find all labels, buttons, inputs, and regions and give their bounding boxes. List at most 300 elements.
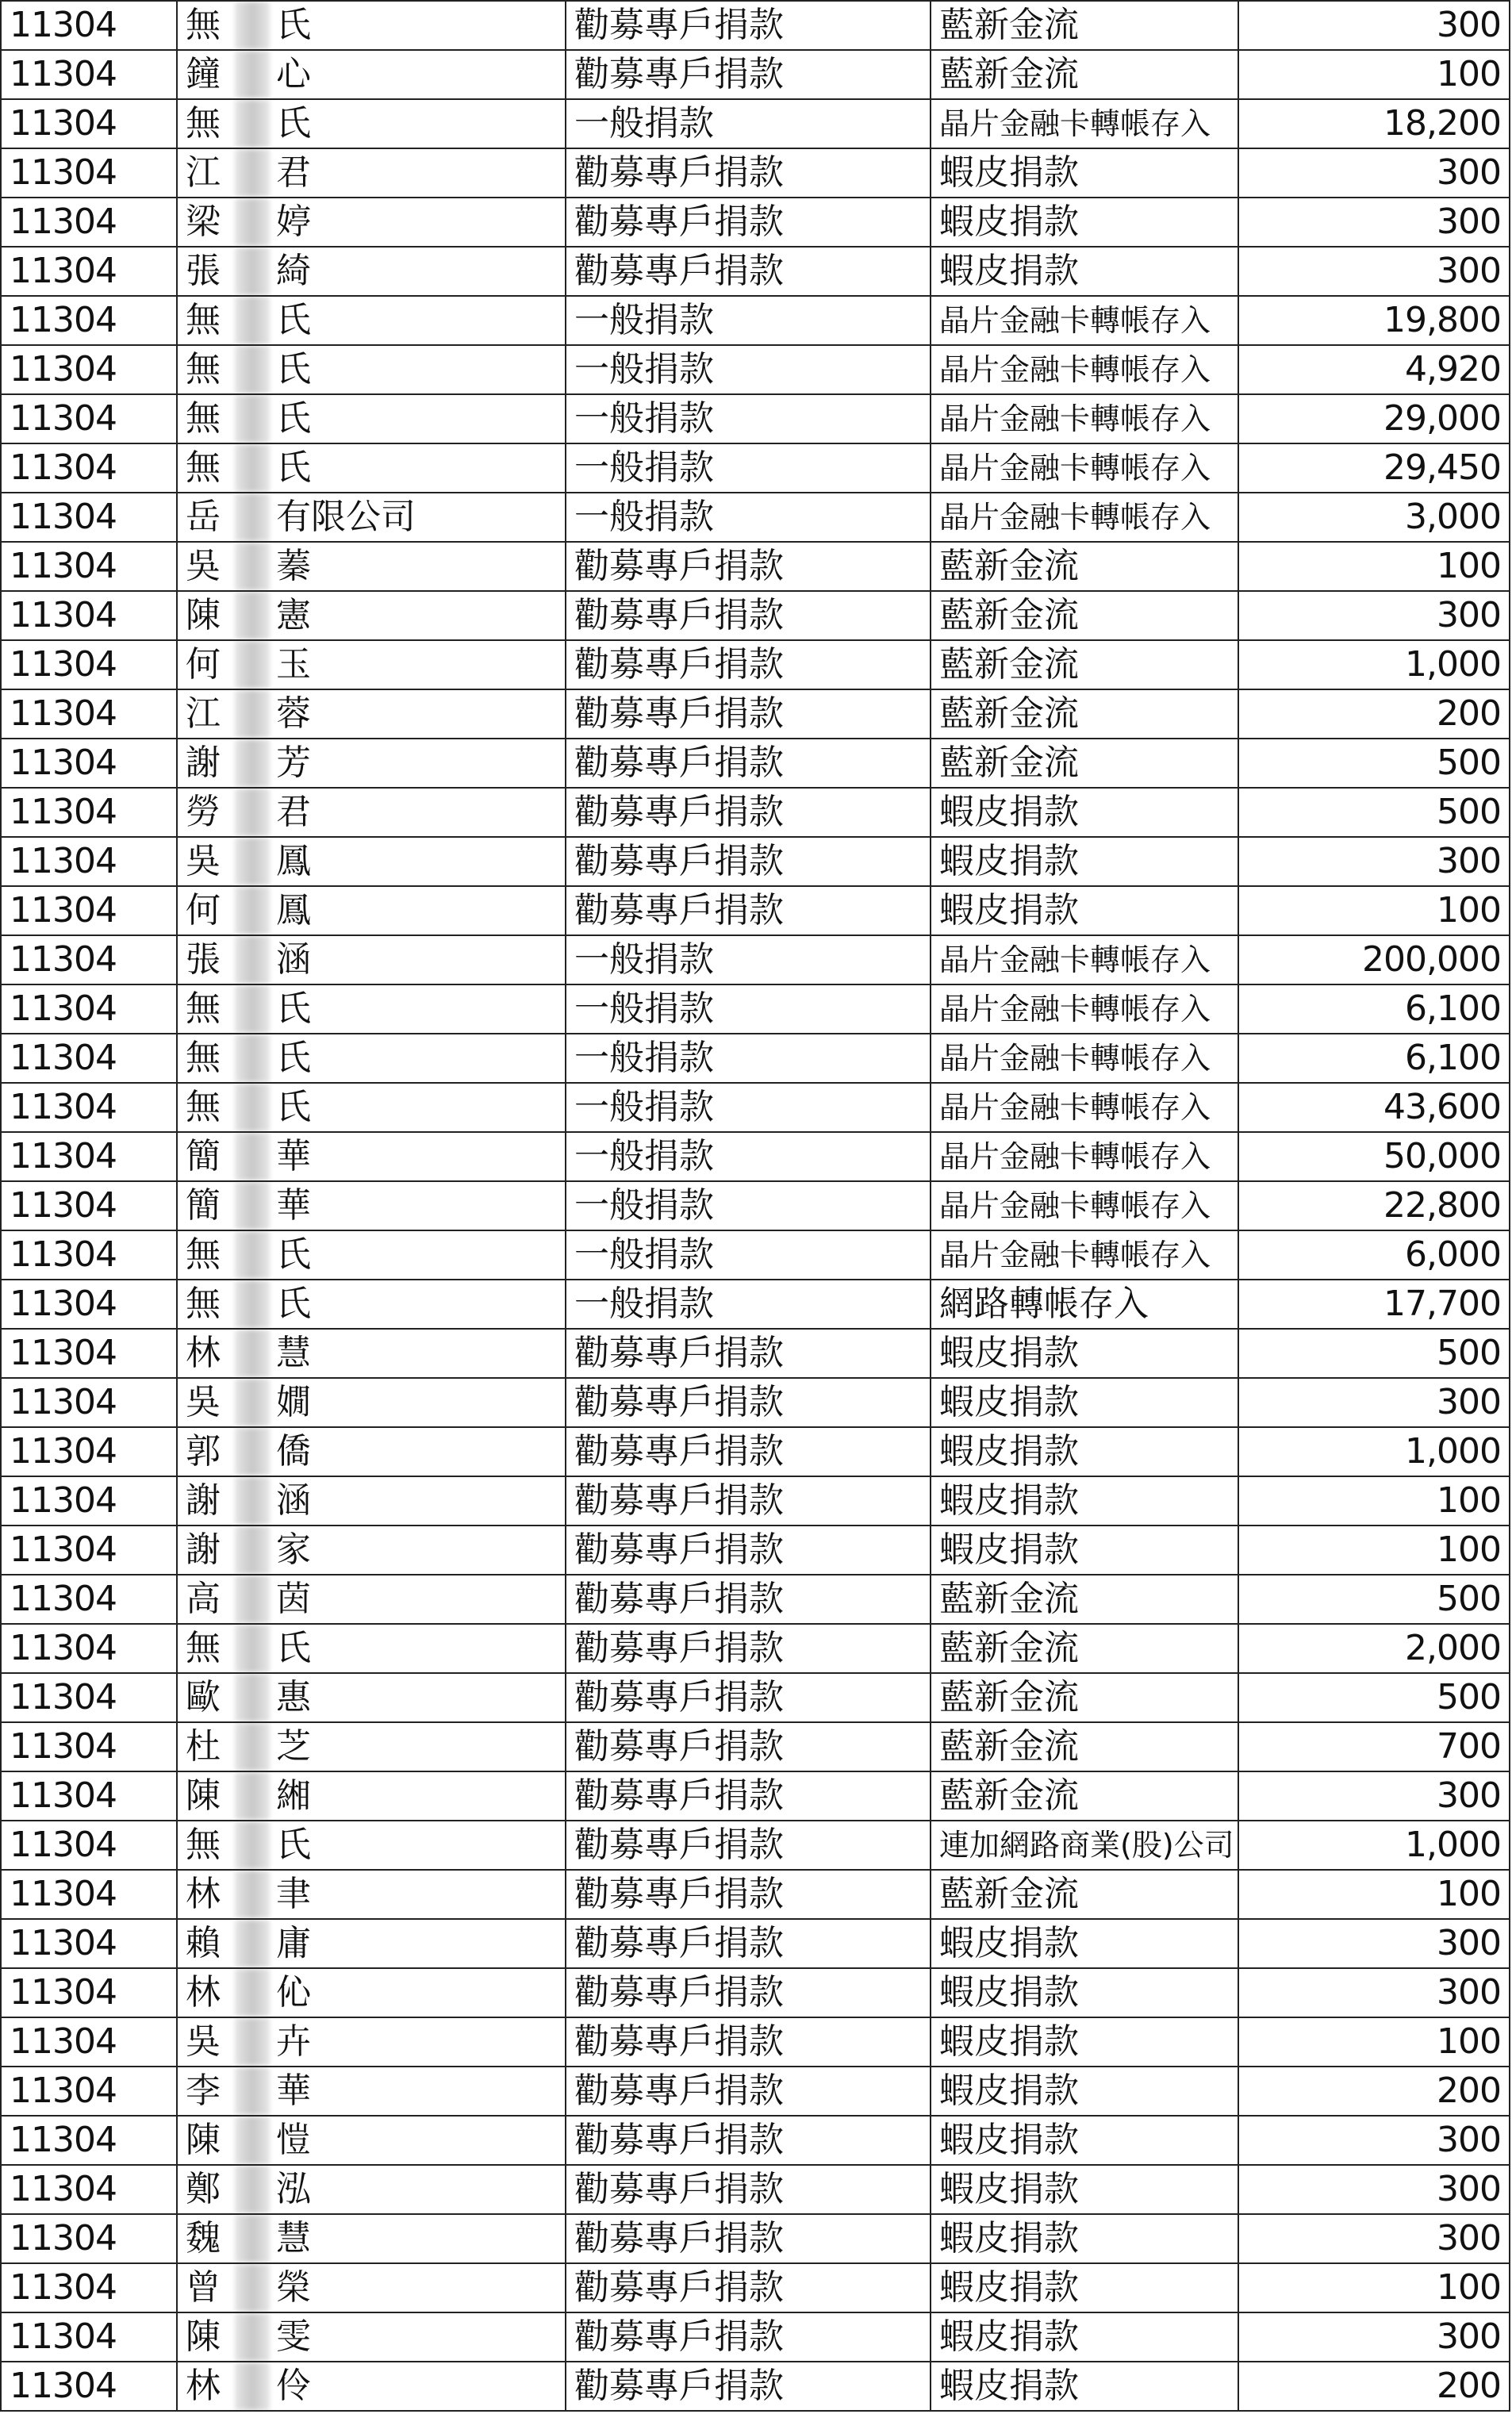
donor-surname: 鄭 [186, 2169, 221, 2209]
redaction-blur [235, 1969, 270, 2017]
channel-cell: 晶片金融卡轉帳存入 [931, 935, 1238, 984]
donor-cell [177, 1821, 566, 1870]
period-cell: 11304 [1, 2116, 177, 2165]
channel-cell: 蝦皮捐款 [931, 2067, 1238, 2116]
table-row [1, 739, 1510, 788]
donor-cell [177, 1722, 566, 1771]
channel-cell: 蝦皮捐款 [931, 1476, 1238, 1526]
donor-surname: 無 [186, 398, 221, 439]
amount-cell: 300 [1238, 198, 1510, 247]
donor-surname: 張 [186, 251, 221, 291]
donor-surname: 簡 [186, 1136, 221, 1176]
donor-given-name: 君 [276, 792, 311, 832]
donor-given-name: 蓉 [276, 693, 311, 734]
amount-cell: 300 [1238, 247, 1510, 296]
amount-cell: 4,920 [1238, 345, 1510, 394]
amount-cell: 300 [1238, 1, 1510, 50]
donor-cell [177, 2362, 566, 2411]
donation-type-cell: 勸募專戶捐款 [566, 1673, 931, 1722]
channel-cell: 蝦皮捐款 [931, 2263, 1238, 2312]
donation-type-cell: 勸募專戶捐款 [566, 2165, 931, 2214]
redaction-blur [235, 887, 270, 935]
redaction-blur [235, 2264, 270, 2312]
donor-surname: 吳 [186, 1382, 221, 1422]
amount-cell: 1,000 [1238, 640, 1510, 689]
amount-cell: 300 [1238, 1968, 1510, 2017]
period-cell: 11304 [1, 1427, 177, 1476]
donation-type-cell: 一般捐款 [566, 1132, 931, 1181]
donation-type-cell: 一般捐款 [566, 984, 931, 1034]
table-row [1, 689, 1510, 739]
table-row [1, 984, 1510, 1034]
channel-cell: 晶片金融卡轉帳存入 [931, 1034, 1238, 1083]
redaction-blur [235, 1871, 270, 1918]
donation-type-cell: 勸募專戶捐款 [566, 640, 931, 689]
donor-surname: 杜 [186, 1726, 221, 1767]
table-row [1, 443, 1510, 493]
period-cell: 11304 [1, 1821, 177, 1870]
redaction-blur [235, 2067, 270, 2115]
period-cell: 11304 [1, 2165, 177, 2214]
amount-cell: 29,000 [1238, 394, 1510, 443]
table-row [1, 591, 1510, 640]
donation-type-cell: 勸募專戶捐款 [566, 1, 931, 50]
period-cell: 11304 [1, 935, 177, 984]
period-cell: 11304 [1, 50, 177, 99]
redaction-blur [235, 1182, 270, 1230]
donation-type-cell: 勸募專戶捐款 [566, 247, 931, 296]
period-cell: 11304 [1, 984, 177, 1034]
donor-cell [177, 1230, 566, 1280]
table-row [1, 1968, 1510, 2017]
donor-cell [177, 1427, 566, 1476]
channel-cell: 藍新金流 [931, 1, 1238, 50]
amount-cell: 22,800 [1238, 1181, 1510, 1230]
channel-cell: 藍新金流 [931, 542, 1238, 591]
redaction-blur [235, 1723, 270, 1771]
donor-given-name: 氏 [276, 1087, 311, 1127]
donor-cell [177, 345, 566, 394]
table-row [1, 1, 1510, 50]
redaction-blur [235, 395, 270, 443]
donor-surname: 陳 [186, 595, 221, 635]
table-row [1, 1230, 1510, 1280]
donor-surname: 何 [186, 890, 221, 931]
donor-cell [177, 591, 566, 640]
redaction-blur [235, 493, 270, 541]
table-row [1, 788, 1510, 837]
table-row [1, 1378, 1510, 1427]
amount-cell: 19,800 [1238, 296, 1510, 345]
channel-cell: 藍新金流 [931, 1624, 1238, 1673]
donor-cell [177, 1870, 566, 1919]
amount-cell: 300 [1238, 1771, 1510, 1821]
amount-cell: 200 [1238, 2067, 1510, 2116]
amount-cell: 100 [1238, 2017, 1510, 2067]
amount-cell: 700 [1238, 1722, 1510, 1771]
amount-cell: 500 [1238, 1575, 1510, 1624]
donor-cell [177, 1526, 566, 1575]
period-cell: 11304 [1, 296, 177, 345]
table-row [1, 198, 1510, 247]
donor-surname: 陳 [186, 1775, 221, 1816]
redaction-blur [235, 248, 270, 295]
channel-cell: 蝦皮捐款 [931, 788, 1238, 837]
donor-given-name: 有限公司 [276, 497, 416, 537]
redaction-blur [235, 1575, 270, 1623]
redaction-blur [235, 100, 270, 148]
donation-type-cell: 勸募專戶捐款 [566, 2312, 931, 2362]
donor-given-name: 惠 [276, 1677, 311, 1717]
amount-cell: 100 [1238, 1476, 1510, 1526]
channel-cell: 蝦皮捐款 [931, 886, 1238, 935]
period-cell: 11304 [1, 2362, 177, 2411]
channel-cell: 蝦皮捐款 [931, 1427, 1238, 1476]
amount-cell: 300 [1238, 837, 1510, 886]
amount-cell: 200 [1238, 2362, 1510, 2411]
donation-type-cell: 一般捐款 [566, 345, 931, 394]
amount-cell: 500 [1238, 788, 1510, 837]
donor-surname: 林 [186, 1972, 221, 2013]
redaction-blur [235, 936, 270, 984]
channel-cell: 蝦皮捐款 [931, 247, 1238, 296]
table-row [1, 2116, 1510, 2165]
donor-given-name: 茵 [276, 1579, 311, 1619]
redaction-blur [235, 739, 270, 787]
channel-cell: 晶片金融卡轉帳存入 [931, 99, 1238, 148]
donor-given-name: 鳳 [276, 890, 311, 931]
table-row [1, 1624, 1510, 1673]
channel-cell: 蝦皮捐款 [931, 837, 1238, 886]
table-row [1, 1181, 1510, 1230]
table-row [1, 2165, 1510, 2214]
donor-cell [177, 2214, 566, 2263]
donor-given-name: 慧 [276, 1333, 311, 1373]
period-cell: 11304 [1, 1132, 177, 1181]
period-cell: 11304 [1, 1968, 177, 2017]
donor-cell [177, 640, 566, 689]
channel-cell: 網路轉帳存入 [931, 1280, 1238, 1329]
donor-surname: 林 [186, 1874, 221, 1914]
redaction-blur [235, 1920, 270, 1967]
channel-cell: 蝦皮捐款 [931, 1919, 1238, 1968]
redaction-blur [235, 1477, 270, 1525]
table-row [1, 1575, 1510, 1624]
donation-type-cell: 勸募專戶捐款 [566, 2017, 931, 2067]
donor-given-name: 氏 [276, 1284, 311, 1324]
donation-type-cell: 一般捐款 [566, 296, 931, 345]
redaction-blur [235, 2166, 270, 2213]
donation-type-cell: 勸募專戶捐款 [566, 1771, 931, 1821]
channel-cell: 連加網路商業(股)公司 [931, 1821, 1238, 1870]
channel-cell: 蝦皮捐款 [931, 2017, 1238, 2067]
donor-given-name: 華 [276, 1136, 311, 1176]
amount-cell: 200 [1238, 689, 1510, 739]
donor-surname: 勞 [186, 792, 221, 832]
period-cell: 11304 [1, 148, 177, 198]
channel-cell: 晶片金融卡轉帳存入 [931, 394, 1238, 443]
amount-cell: 300 [1238, 2214, 1510, 2263]
donation-type-cell: 一般捐款 [566, 1280, 931, 1329]
redaction-blur [235, 2313, 270, 2361]
redaction-blur [235, 1379, 270, 1426]
donation-type-cell: 一般捐款 [566, 493, 931, 542]
donor-cell [177, 198, 566, 247]
period-cell: 11304 [1, 1575, 177, 1624]
channel-cell: 蝦皮捐款 [931, 1378, 1238, 1427]
redaction-blur [235, 2, 270, 49]
donation-type-cell: 勸募專戶捐款 [566, 1526, 931, 1575]
table-row [1, 1083, 1510, 1132]
period-cell: 11304 [1, 1083, 177, 1132]
period-cell: 11304 [1, 2214, 177, 2263]
channel-cell: 蝦皮捐款 [931, 198, 1238, 247]
donation-type-cell: 一般捐款 [566, 1230, 931, 1280]
donor-cell [177, 1034, 566, 1083]
period-cell: 11304 [1, 345, 177, 394]
donor-given-name: 蓁 [276, 546, 311, 586]
donation-type-cell: 一般捐款 [566, 99, 931, 148]
donor-cell [177, 296, 566, 345]
period-cell: 11304 [1, 1722, 177, 1771]
donor-given-name: 氏 [276, 447, 311, 488]
redaction-blur [235, 1133, 270, 1180]
amount-cell: 500 [1238, 1329, 1510, 1378]
donor-cell [177, 1624, 566, 1673]
donation-type-cell: 一般捐款 [566, 1034, 931, 1083]
donation-type-cell: 勸募專戶捐款 [566, 689, 931, 739]
donor-cell [177, 493, 566, 542]
channel-cell: 晶片金融卡轉帳存入 [931, 1083, 1238, 1132]
table-row [1, 2067, 1510, 2116]
donor-cell [177, 935, 566, 984]
channel-cell: 晶片金融卡轉帳存入 [931, 1132, 1238, 1181]
donation-type-cell: 一般捐款 [566, 1083, 931, 1132]
amount-cell: 500 [1238, 1673, 1510, 1722]
donor-given-name: 婷 [276, 201, 311, 242]
donation-type-cell: 勸募專戶捐款 [566, 1427, 931, 1476]
redaction-blur [235, 1084, 270, 1131]
donor-cell [177, 2312, 566, 2362]
donor-surname: 無 [186, 5, 221, 45]
donor-cell [177, 2116, 566, 2165]
channel-cell: 藍新金流 [931, 689, 1238, 739]
donor-cell [177, 1132, 566, 1181]
table-row [1, 2263, 1510, 2312]
donor-given-name: 慧 [276, 2218, 311, 2259]
donor-surname: 江 [186, 693, 221, 734]
donor-cell [177, 739, 566, 788]
period-cell: 11304 [1, 1673, 177, 1722]
donor-given-name: 氏 [276, 103, 311, 144]
donor-given-name: 氏 [276, 5, 311, 45]
donor-surname: 陳 [186, 2120, 221, 2160]
amount-cell: 200,000 [1238, 935, 1510, 984]
period-cell: 11304 [1, 1280, 177, 1329]
donor-surname: 魏 [186, 2218, 221, 2259]
donation-type-cell: 勸募專戶捐款 [566, 198, 931, 247]
redaction-blur [235, 346, 270, 393]
amount-cell: 6,100 [1238, 1034, 1510, 1083]
donation-type-cell: 勸募專戶捐款 [566, 1722, 931, 1771]
table-row [1, 296, 1510, 345]
period-cell: 11304 [1, 591, 177, 640]
redaction-blur [235, 1821, 270, 1869]
donor-cell [177, 1673, 566, 1722]
period-cell: 11304 [1, 1919, 177, 1968]
channel-cell: 藍新金流 [931, 1771, 1238, 1821]
redaction-blur [235, 297, 270, 344]
donor-cell [177, 788, 566, 837]
period-cell: 11304 [1, 198, 177, 247]
donor-cell [177, 1, 566, 50]
donor-given-name: 氏 [276, 988, 311, 1029]
period-cell: 11304 [1, 788, 177, 837]
donor-given-name: 雯 [276, 2316, 311, 2357]
table-row [1, 1132, 1510, 1181]
donor-surname: 梁 [186, 201, 221, 242]
redaction-blur [235, 198, 270, 246]
table-row [1, 1771, 1510, 1821]
channel-cell: 蝦皮捐款 [931, 2362, 1238, 2411]
donor-cell [177, 542, 566, 591]
channel-cell: 晶片金融卡轉帳存入 [931, 984, 1238, 1034]
period-cell: 11304 [1, 2312, 177, 2362]
donor-surname: 鐘 [186, 54, 221, 94]
table-row [1, 247, 1510, 296]
donor-given-name: 聿 [276, 1874, 311, 1914]
period-cell: 11304 [1, 247, 177, 296]
donor-given-name: 榮 [276, 2267, 311, 2308]
redaction-blur [235, 641, 270, 689]
donor-cell [177, 1476, 566, 1526]
channel-cell: 藍新金流 [931, 1575, 1238, 1624]
donor-surname: 歐 [186, 1677, 221, 1717]
channel-cell: 蝦皮捐款 [931, 1329, 1238, 1378]
donor-surname: 無 [186, 988, 221, 1029]
donor-given-name: 家 [276, 1529, 311, 1570]
donor-surname: 簡 [186, 1185, 221, 1226]
donor-surname: 吳 [186, 546, 221, 586]
redaction-blur [235, 1772, 270, 1820]
table-row [1, 837, 1510, 886]
donor-given-name: 鳳 [276, 841, 311, 881]
period-cell: 11304 [1, 1771, 177, 1821]
channel-cell: 藍新金流 [931, 640, 1238, 689]
table-row [1, 1329, 1510, 1378]
table-row [1, 1476, 1510, 1526]
donor-surname: 賴 [186, 1923, 221, 1963]
donor-surname: 無 [186, 103, 221, 144]
donation-type-cell: 勸募專戶捐款 [566, 2263, 931, 2312]
table-row [1, 148, 1510, 198]
donor-given-name: 華 [276, 1185, 311, 1226]
table-row [1, 2312, 1510, 2362]
donor-given-name: 涵 [276, 939, 311, 980]
donor-cell [177, 1919, 566, 1968]
amount-cell: 100 [1238, 50, 1510, 99]
amount-cell: 100 [1238, 542, 1510, 591]
redaction-blur [235, 592, 270, 639]
donor-cell [177, 1771, 566, 1821]
table-row [1, 493, 1510, 542]
donor-surname: 高 [186, 1579, 221, 1619]
channel-cell: 藍新金流 [931, 591, 1238, 640]
donor-given-name: 緗 [276, 1775, 311, 1816]
donor-given-name: 伈 [276, 1972, 311, 2013]
redaction-blur [235, 1280, 270, 1328]
channel-cell: 晶片金融卡轉帳存入 [931, 443, 1238, 493]
donation-type-cell: 一般捐款 [566, 394, 931, 443]
donor-given-name: 庸 [276, 1923, 311, 1963]
donor-surname: 無 [186, 1628, 221, 1668]
donor-given-name: 僑 [276, 1431, 311, 1472]
donor-given-name: 芳 [276, 743, 311, 783]
channel-cell: 晶片金融卡轉帳存入 [931, 1230, 1238, 1280]
period-cell: 11304 [1, 1, 177, 50]
donor-surname: 無 [186, 1038, 221, 1078]
table-row [1, 1673, 1510, 1722]
amount-cell: 50,000 [1238, 1132, 1510, 1181]
redaction-blur [235, 2362, 270, 2410]
amount-cell: 100 [1238, 886, 1510, 935]
donation-type-cell: 一般捐款 [566, 1181, 931, 1230]
table-row [1, 1280, 1510, 1329]
table-row [1, 640, 1510, 689]
donor-given-name: 君 [276, 152, 311, 193]
channel-cell: 蝦皮捐款 [931, 2312, 1238, 2362]
amount-cell: 1,000 [1238, 1427, 1510, 1476]
donor-cell [177, 99, 566, 148]
donor-given-name: 愷 [276, 2120, 311, 2160]
donor-given-name: 卉 [276, 2021, 311, 2062]
amount-cell: 100 [1238, 1526, 1510, 1575]
donor-cell [177, 50, 566, 99]
donor-cell [177, 2165, 566, 2214]
donor-surname: 無 [186, 1087, 221, 1127]
amount-cell: 43,600 [1238, 1083, 1510, 1132]
donor-cell [177, 247, 566, 296]
donor-cell [177, 1575, 566, 1624]
donation-type-cell: 勸募專戶捐款 [566, 1968, 931, 2017]
donation-type-cell: 勸募專戶捐款 [566, 837, 931, 886]
donor-given-name: 泓 [276, 2169, 311, 2209]
period-cell: 11304 [1, 1870, 177, 1919]
redaction-blur [235, 2117, 270, 2164]
amount-cell: 17,700 [1238, 1280, 1510, 1329]
channel-cell: 蝦皮捐款 [931, 2165, 1238, 2214]
donation-type-cell: 勸募專戶捐款 [566, 788, 931, 837]
period-cell: 11304 [1, 1378, 177, 1427]
channel-cell: 藍新金流 [931, 1673, 1238, 1722]
donor-surname: 謝 [186, 743, 221, 783]
amount-cell: 18,200 [1238, 99, 1510, 148]
amount-cell: 300 [1238, 591, 1510, 640]
redaction-blur [235, 985, 270, 1033]
donor-surname: 江 [186, 152, 221, 193]
donor-given-name: 嫺 [276, 1382, 311, 1422]
table-row [1, 2017, 1510, 2067]
channel-cell: 蝦皮捐款 [931, 2214, 1238, 2263]
donor-cell [177, 1968, 566, 2017]
period-cell: 11304 [1, 837, 177, 886]
donor-given-name: 氏 [276, 1038, 311, 1078]
donor-surname: 岳 [186, 497, 221, 537]
donor-given-name: 氏 [276, 398, 311, 439]
donor-given-name: 氏 [276, 1234, 311, 1275]
redaction-blur [235, 2215, 270, 2262]
donor-given-name: 玉 [276, 644, 311, 685]
